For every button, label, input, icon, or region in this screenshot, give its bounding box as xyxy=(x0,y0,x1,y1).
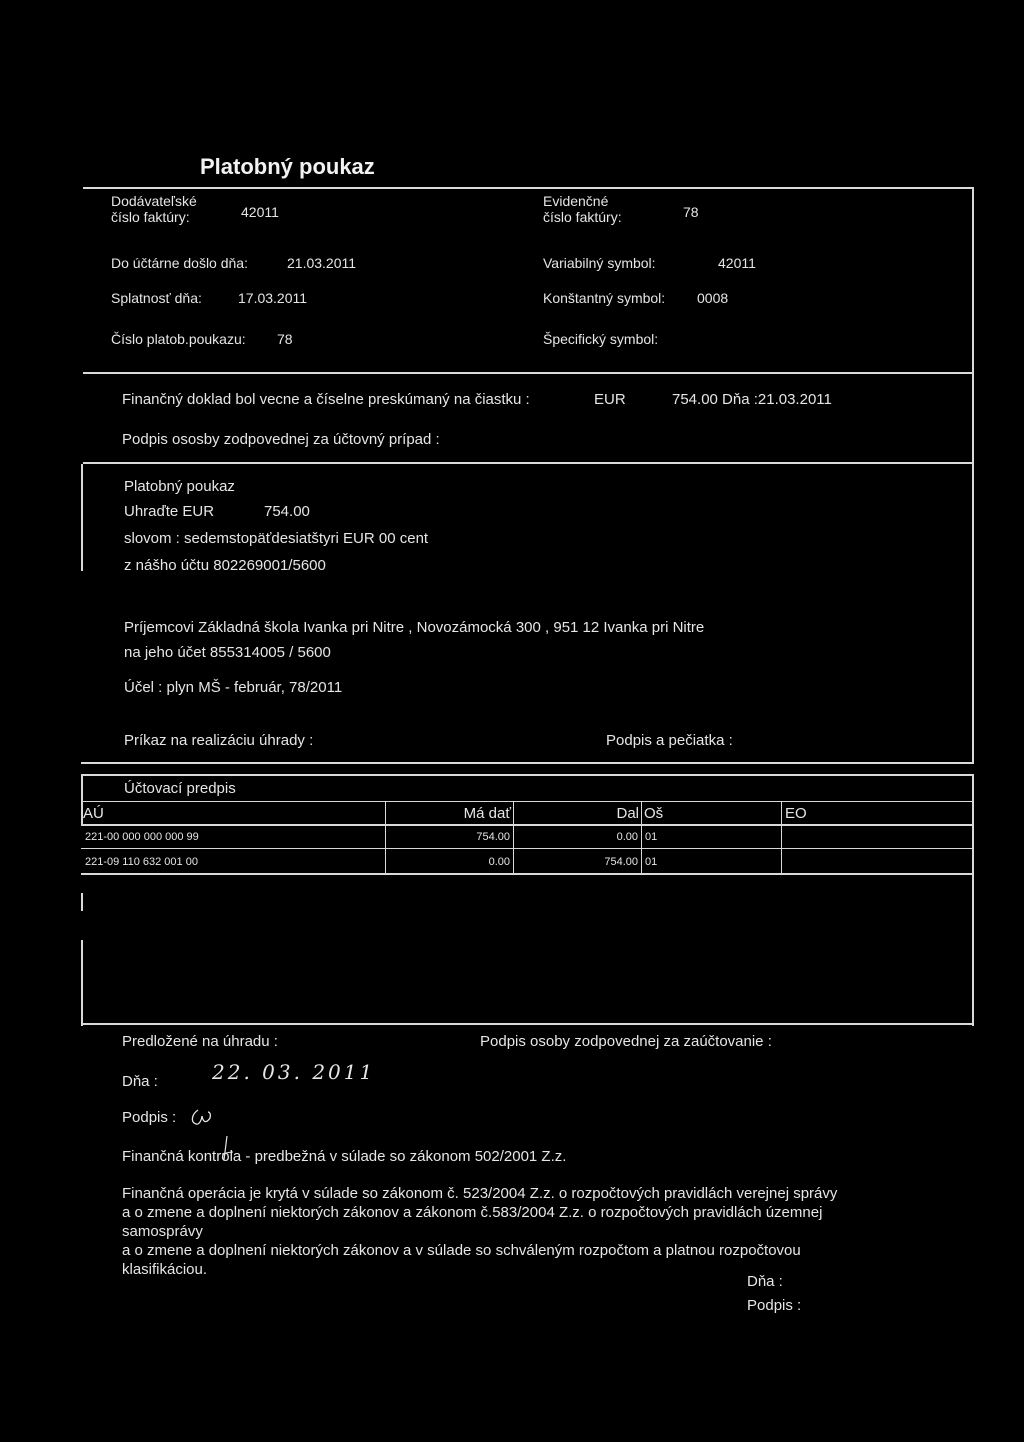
specific-symbol-label: Špecifický symbol: xyxy=(543,331,659,347)
final-signature-label: Podpis : xyxy=(747,1297,802,1314)
ledger-row-2-account: 221-09 110 632 001 00 xyxy=(85,856,198,868)
stamp-label: Podpis a pečiatka : xyxy=(606,732,733,749)
review-text: Finančný doklad bol vecne a číselne preskúmaný na čiastku : xyxy=(122,391,530,408)
ledger-box-top xyxy=(81,774,974,776)
ledger-row-2-os: 01 xyxy=(645,856,658,868)
financial-control-text: Finančná kontrola - predbežná v súlade so zákonom 502/2001 Z.z. xyxy=(122,1148,567,1165)
operation-text-line-1: Finančná operácia je krytá v súlade so zákonom č. 523/2004 Z.z. o rozpočtových pravidlách verejnej správy xyxy=(122,1185,838,1202)
supplier-invoice-label-1: Dodávateľské xyxy=(111,193,197,209)
ledger-col-os: Oš xyxy=(644,805,664,822)
due-value: 17.03.2011 xyxy=(238,290,308,306)
payment-purpose: Účel : plyn MŠ - február, 78/2011 xyxy=(124,679,343,696)
order-label: Príkaz na realizáciu úhrady : xyxy=(124,732,314,749)
ledger-row-1-debit: 754.00 xyxy=(476,831,510,843)
ledger-col-divider-4 xyxy=(781,801,782,874)
supplier-invoice-value: 42011 xyxy=(241,204,279,220)
submitted-label: Predložené na úhradu : xyxy=(122,1033,278,1050)
ledger-col-divider-1 xyxy=(385,801,386,874)
ledger-row-1-os: 01 xyxy=(645,831,658,843)
recipient-account: na jeho účet 855314005 / 5600 xyxy=(124,644,331,661)
due-label: Splatnosť dňa: xyxy=(111,290,202,306)
ledger-col-debit: Má dať xyxy=(463,805,511,822)
operation-text-line-3: samosprávy xyxy=(122,1223,203,1240)
operation-text-line-5: klasifikáciou. xyxy=(122,1261,208,1278)
handwritten-date: 22. 03. 2011 xyxy=(212,1060,376,1084)
registered-invoice-label-1: Evidenčné xyxy=(543,193,609,209)
received-label: Do účtárne došlo dňa: xyxy=(111,255,248,271)
header-box-top xyxy=(83,187,974,189)
payment-box-left xyxy=(81,464,83,571)
ledger-row2-bottom xyxy=(81,873,974,875)
ledger-col-divider-2 xyxy=(513,801,514,874)
ledger-heading: Účtovací predpis xyxy=(124,780,236,797)
received-value: 21.03.2011 xyxy=(287,255,357,271)
payment-number-value: 78 xyxy=(277,331,293,347)
accounting-signature-label: Podpis osoby zodpovednej za zaúčtovanie : xyxy=(480,1033,772,1050)
amount-in-words: slovom : sedemstopäťdesiatštyri EUR 00 cent xyxy=(124,530,429,547)
registered-invoice-label-2: číslo faktúry: xyxy=(543,209,622,225)
review-box-right xyxy=(972,374,974,465)
pay-label: Uhraďte EUR xyxy=(124,503,215,520)
payment-heading: Platobný poukaz xyxy=(124,478,235,495)
registered-invoice-value: 78 xyxy=(683,204,699,220)
variable-symbol-label: Variabilný symbol: xyxy=(543,255,656,271)
ledger-header-bottom xyxy=(81,824,974,826)
operation-text-line-2: a o zmene a doplnení niektorých zákonov a zákonom č.583/2004 Z.z. o rozpočtových pravidlách územnej xyxy=(122,1204,823,1221)
submitted-date-label: Dňa : xyxy=(122,1073,158,1090)
variable-symbol-value: 42011 xyxy=(718,255,756,271)
page-title: Platobný poukaz xyxy=(200,154,375,179)
payment-box-right xyxy=(972,464,974,764)
final-date-label: Dňa : xyxy=(747,1273,783,1290)
submitted-signature-label: Podpis : xyxy=(122,1109,177,1126)
payment-bottom-line xyxy=(81,762,974,764)
ledger-header-top xyxy=(81,801,974,802)
constant-symbol-value: 0008 xyxy=(697,290,729,306)
header-box-bottom xyxy=(83,372,974,374)
ledger-left-tick-2 xyxy=(81,940,83,1026)
ledger-col-au: AÚ xyxy=(83,805,104,822)
operation-text-line-4: a o zmene a doplnení niektorých zákonov a v súlade so schváleným rozpočtom a platnou rozpočtovou xyxy=(122,1242,801,1259)
ledger-col-eo: EO xyxy=(785,805,807,822)
pay-amount: 754.00 xyxy=(264,503,310,520)
review-signature-label: Podpis ososby zodpovednej za účtovný prípad : xyxy=(122,431,440,448)
ledger-box-right xyxy=(972,774,974,1026)
constant-symbol-label: Konštantný symbol: xyxy=(543,290,666,306)
ledger-col-credit: Dal xyxy=(616,805,639,822)
ledger-row-1-account: 221-00 000 000 000 99 xyxy=(85,831,199,843)
ledger-row-2-credit: 754.00 xyxy=(604,856,638,868)
recipient: Príjemcovi Základná škola Ivanka pri Nitre , Novozámocká 300 , 951 12 Ivanka pri Nitre xyxy=(124,619,705,636)
review-bottom-line xyxy=(83,462,974,464)
review-currency: EUR xyxy=(594,391,626,408)
ledger-box-bottom xyxy=(81,1023,974,1025)
ledger-row-1-credit: 0.00 xyxy=(616,831,638,843)
supplier-invoice-label-2: číslo faktúry: xyxy=(111,209,190,225)
payment-number-label: Číslo platob.poukazu: xyxy=(111,331,246,347)
ledger-left-tick-1 xyxy=(81,893,83,911)
header-box-right xyxy=(972,187,974,373)
ledger-row-2-debit: 0.00 xyxy=(488,856,510,868)
ledger-row1-bottom xyxy=(81,848,974,849)
review-amount-date: 754.00 Dňa :21.03.2011 xyxy=(672,391,832,408)
ledger-col-divider-3 xyxy=(641,801,642,874)
from-account: z nášho účtu 802269001/5600 xyxy=(124,557,326,574)
